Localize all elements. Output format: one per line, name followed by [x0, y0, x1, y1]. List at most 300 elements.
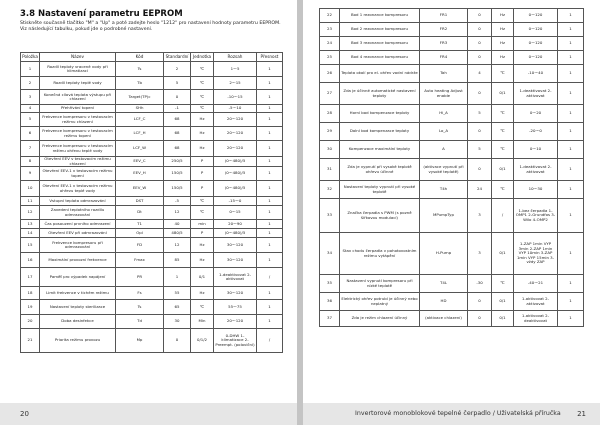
- intro-text: Stiskněte současně tlačítko "M" a "Up" a poté zadejte heslo "1212" pro nastavení hodnoty parametru EEPROM. Viz následující tabulku, pokud jde o podrobné nastavení.: [20, 21, 281, 32]
- table-cell: 21: [21, 329, 40, 353]
- table-cell: 0: [468, 311, 492, 327]
- table-row: [320, 105, 584, 123]
- table-cell: -5～10: [214, 105, 257, 113]
- table-cell: Ts: [116, 300, 164, 315]
- table-cell: 1: [558, 23, 584, 37]
- table-cell: -20～0: [514, 123, 558, 141]
- table-cell: 0/1: [492, 311, 514, 327]
- table-cell: 32: [320, 181, 340, 199]
- table-cell: /: [257, 329, 283, 353]
- table-cell: 1: [257, 167, 283, 181]
- table-cell: FR3: [420, 37, 468, 51]
- table-row: [21, 167, 283, 181]
- table-cell: 1: [558, 105, 584, 123]
- table-cell: HD: [420, 293, 468, 311]
- table-cell: Limit frekvence v tichém režimu: [40, 287, 116, 300]
- table-cell: 12: [164, 238, 191, 253]
- table-cell: 55～75: [214, 300, 257, 315]
- table-cell: 1: [257, 127, 283, 141]
- table-cell: EEV_C: [116, 157, 164, 167]
- table-cell: 27: [320, 83, 340, 105]
- table-cell: P: [191, 229, 214, 238]
- table-cell: min: [191, 220, 214, 229]
- table-row: [21, 197, 283, 206]
- table-row: [21, 77, 283, 90]
- table-cell: A: [420, 141, 468, 159]
- table-cell: Zda je režim chlazení účinný: [340, 311, 420, 327]
- table-row: [21, 315, 283, 329]
- table-cell: 0: [468, 83, 492, 105]
- table-row: [320, 199, 584, 233]
- table-cell: 0: [468, 23, 492, 37]
- table-row: [21, 220, 283, 229]
- table-cell: -40～21: [514, 275, 558, 293]
- table-cell: 2: [21, 77, 40, 90]
- table-cell: ℃: [191, 197, 214, 206]
- table-cell: 1-bez čerpadla 1-OMP1 2-Grundfos 3-Wilo 4-OMP2: [514, 199, 558, 233]
- table-cell: 26: [320, 65, 340, 83]
- table-row: [21, 141, 283, 157]
- table-cell: 15: [21, 238, 40, 253]
- table-cell: -1: [164, 105, 191, 113]
- table-cell: Ts: [116, 62, 164, 77]
- table-cell: ℃: [191, 300, 214, 315]
- table-cell: 1: [257, 197, 283, 206]
- table-cell: Doba desinfekce: [40, 315, 116, 329]
- table-body-right: [320, 9, 584, 327]
- table-row: [320, 9, 584, 23]
- page-number: 20: [20, 410, 29, 418]
- table-cell: 0～120: [514, 9, 558, 23]
- table-cell: 30: [164, 315, 191, 329]
- left-page: [0, 0, 297, 425]
- table-cell: Rozdíl teploty vracené vody při klimatizaci: [40, 62, 116, 77]
- table-cell: MPumpTyp: [420, 199, 468, 233]
- table-cell: T4L: [420, 275, 468, 293]
- table-cell: 30: [320, 141, 340, 159]
- table-cell: 2～15: [214, 77, 257, 90]
- table-cell: Vstupní teplota odmrazování: [40, 197, 116, 206]
- table-cell: (0～480)/5: [214, 181, 257, 197]
- table-cell: Fmax: [116, 253, 164, 268]
- table-cell: 1: [558, 65, 584, 83]
- table-cell: 19: [21, 300, 40, 315]
- table-cell: 35: [320, 275, 340, 293]
- table-cell: Paměť pro výpadek napájení: [40, 268, 116, 287]
- table-cell: 0/1: [191, 268, 214, 287]
- table-cell: 0/1: [492, 293, 514, 311]
- table-cell: ℃: [492, 105, 514, 123]
- header-cell: Kód: [116, 53, 164, 62]
- table-cell: -15～0: [214, 197, 257, 206]
- table-cell: 24: [468, 181, 492, 199]
- table-cell: 0: [164, 329, 191, 353]
- table-cell: ℃: [492, 65, 514, 83]
- table-cell: 18: [21, 287, 40, 300]
- table-cell: 25: [320, 51, 340, 65]
- table-cell: 5: [468, 105, 492, 123]
- table-cell: 1: [257, 300, 283, 315]
- table-cell: T4h: [420, 181, 468, 199]
- table-cell: ℃: [191, 206, 214, 220]
- table-cell: Hz: [492, 51, 514, 65]
- table-cell: 1: [257, 206, 283, 220]
- table-row: [320, 37, 584, 51]
- table-cell: 0: [468, 9, 492, 23]
- table-cell: 31: [320, 159, 340, 181]
- table-cell: ℃: [492, 123, 514, 141]
- table-row: [21, 127, 283, 141]
- table-cell: 1-aktivovat 2-aktivovat: [514, 293, 558, 311]
- table-cell: Hi_A: [420, 105, 468, 123]
- table-row: [21, 105, 283, 113]
- table-cell: Otevření EEV v testovacím režimu chlazení: [40, 157, 116, 167]
- table-cell: 0: [468, 123, 492, 141]
- table-cell: 24: [320, 37, 340, 51]
- table-cell: Hz: [191, 113, 214, 127]
- table-cell: Min: [191, 315, 214, 329]
- table-cell: 16: [21, 253, 40, 268]
- table-cell: 12: [164, 206, 191, 220]
- table-row: [320, 83, 584, 105]
- table-cell: 0-DHW 1-klimatizace 2-Preempt. (poloviční): [214, 329, 257, 353]
- table-cell: -10～15: [214, 90, 257, 105]
- table-cell: -10～40: [514, 65, 558, 83]
- footer-text: Invertorové monoblokové tepelné čerpadlo / Uživatelská příručka: [355, 410, 561, 417]
- table-cell: FR2: [420, 23, 468, 37]
- table-cell: (aktivace vypnutí při vysoké teplotě): [420, 159, 468, 181]
- table-cell: Bod 4 rezonance kompresoru: [340, 51, 420, 65]
- table-cell: EEV_H: [116, 167, 164, 181]
- right-page: [303, 0, 600, 425]
- parameter-table-left: [20, 52, 283, 353]
- page-title: 3.8 Nastavení parametru EEPROM: [20, 9, 183, 19]
- table-row: [21, 157, 283, 167]
- table-cell: Auto heating Adjust enable: [420, 83, 468, 105]
- table-cell: 0/1: [492, 233, 514, 275]
- table-cell: 3: [468, 233, 492, 275]
- table-cell: 0: [164, 90, 191, 105]
- table-cell: 8: [21, 157, 40, 167]
- table-cell: 30～120: [214, 238, 257, 253]
- table-cell: 1: [257, 62, 283, 77]
- table-cell: 0: [468, 159, 492, 181]
- table-cell: 1: [558, 159, 584, 181]
- table-cell: Přehřívání topení: [40, 105, 116, 113]
- header-cell: Přesnost: [257, 53, 283, 62]
- table-cell: 30～120: [214, 287, 257, 300]
- table-row: [21, 238, 283, 253]
- table-cell: Zavedení teplotního rozdílu odmrazování: [40, 206, 116, 220]
- table-cell: 29: [320, 123, 340, 141]
- table-cell: 1: [558, 233, 584, 275]
- table-cell: 0～120: [514, 23, 558, 37]
- table-cell: Tah: [420, 65, 468, 83]
- table-cell: Dolní bod kompenzace teploty: [340, 123, 420, 141]
- table-cell: EEV_W: [116, 181, 164, 197]
- header-cell: Jednotka: [191, 53, 214, 62]
- table-cell: LCF_C: [116, 113, 164, 127]
- table-row: [320, 65, 584, 83]
- table-cell: 1: [257, 90, 283, 105]
- table-row: [320, 51, 584, 65]
- table-cell: 1-aktivovat 2-deaktivovat: [514, 311, 558, 327]
- table-row: [320, 141, 584, 159]
- table-cell: Hz: [191, 238, 214, 253]
- table-cell: 85: [164, 253, 191, 268]
- table-cell: 5: [468, 141, 492, 159]
- table-cell: 20～120: [214, 113, 257, 127]
- table-cell: 0: [468, 51, 492, 65]
- table-cell: 2: [164, 62, 191, 77]
- table-cell: Dt: [116, 206, 164, 220]
- table-row: [320, 311, 584, 327]
- table-cell: 1: [558, 9, 584, 23]
- table-cell: Hz: [492, 9, 514, 23]
- table-header-row: [21, 53, 283, 62]
- table-cell: Značka čerpadla s PWM (s pozně šířkovou modulací): [340, 199, 420, 233]
- table-cell: 1: [257, 77, 283, 90]
- table-cell: 1: [257, 220, 283, 229]
- table-cell: 10: [21, 181, 40, 197]
- table-cell: 22: [320, 9, 340, 23]
- table-cell: Teplota okolí pro el. ohřev vodní nádrže: [340, 65, 420, 83]
- table-cell: /: [257, 268, 283, 287]
- table-cell: 1: [257, 229, 283, 238]
- table-cell: 1: [558, 311, 584, 327]
- table-cell: 1-deaktivovat 2-aktivovat: [514, 159, 558, 181]
- table-cell: 1: [257, 181, 283, 197]
- table-cell: 1～5: [214, 62, 257, 77]
- table-cell: ℃: [492, 141, 514, 159]
- table-cell: (0～480)/5: [214, 229, 257, 238]
- table-row: [320, 159, 584, 181]
- table-cell: 1: [558, 293, 584, 311]
- table-cell: 250/5: [164, 157, 191, 167]
- table-cell: Zda je vypnutí při vysoké teplotě ohřevu účinné: [340, 159, 420, 181]
- table-cell: Kompenzace maximální teploty: [340, 141, 420, 159]
- table-row: [21, 90, 283, 105]
- footer-bar: [0, 403, 297, 425]
- table-cell: (aktivace chlazení): [420, 311, 468, 327]
- table-cell: 10～30: [514, 181, 558, 199]
- table-cell: -30: [468, 275, 492, 293]
- table-cell: Zda je účinné automatické nastavení teploty: [340, 83, 420, 105]
- table-cell: Maximální provozní frekvence: [40, 253, 116, 268]
- table-cell: Fs: [116, 287, 164, 300]
- table-cell: Nastavení teploty vypnutí při vysoké teplotě: [340, 181, 420, 199]
- table-cell: 1: [558, 199, 584, 233]
- table-cell: 34: [320, 233, 340, 275]
- table-cell: 12: [21, 206, 40, 220]
- table-cell: 20～120: [214, 141, 257, 157]
- table-cell: Horní bod kompenzace teploty: [340, 105, 420, 123]
- table-cell: 1: [257, 238, 283, 253]
- table-cell: 30～120: [214, 253, 257, 268]
- table-cell: 1: [257, 157, 283, 167]
- table-cell: ℃: [492, 275, 514, 293]
- table-row: [21, 229, 283, 238]
- table-cell: 1: [257, 105, 283, 113]
- table-cell: 20～120: [214, 315, 257, 329]
- table-cell: ℃: [492, 181, 514, 199]
- table-cell: 0～10: [514, 141, 558, 159]
- table-cell: 0～20: [514, 105, 558, 123]
- table-cell: 20～90: [214, 220, 257, 229]
- table-cell: 1: [558, 37, 584, 51]
- table-cell: (0～480)/5: [214, 157, 257, 167]
- table-row: [320, 233, 584, 275]
- table-cell: T1: [116, 220, 164, 229]
- table-cell: 4: [21, 105, 40, 113]
- parameter-table-right: [319, 8, 584, 327]
- table-cell: Frekvence kompresoru v testovacím režimu ohřevu teplé vody: [40, 141, 116, 157]
- table-cell: 20: [21, 315, 40, 329]
- table-cell: 1: [558, 83, 584, 105]
- table-cell: Konečná cílová teplota výstupu při chlazení: [40, 90, 116, 105]
- header-cell: Standardní: [164, 53, 191, 62]
- table-cell: Otevření EEV při odmrazování: [40, 229, 116, 238]
- table-row: [21, 300, 283, 315]
- header-cell: Rozsah: [214, 53, 257, 62]
- table-cell: 55: [164, 287, 191, 300]
- table-cell: 17: [21, 268, 40, 287]
- table-cell: Hz: [492, 37, 514, 51]
- table-cell: 65: [164, 300, 191, 315]
- table-cell: 3: [21, 90, 40, 105]
- table-cell: 0: [468, 293, 492, 311]
- table-cell: PR: [116, 268, 164, 287]
- table-row: [21, 62, 283, 77]
- table-body-left: [21, 62, 283, 353]
- table-cell: 1: [558, 181, 584, 199]
- table-cell: H-Pump: [420, 233, 468, 275]
- table-cell: 480/5: [164, 229, 191, 238]
- table-cell: Hz: [191, 287, 214, 300]
- table-cell: 1: [558, 141, 584, 159]
- table-cell: Mp: [116, 329, 164, 353]
- table-cell: P: [191, 181, 214, 197]
- table-cell: 28: [320, 105, 340, 123]
- table-cell: Priorita režimu provozu: [40, 329, 116, 353]
- table-cell: Elektrický ohřev potrubí je účinný nebo neplatný: [340, 293, 420, 311]
- table-cell: Td: [116, 315, 164, 329]
- table-cell: 0～120: [514, 51, 558, 65]
- table-cell: ℃: [191, 77, 214, 90]
- table-cell: Hz: [191, 141, 214, 157]
- table-cell: 14: [21, 229, 40, 238]
- table-cell: 23: [320, 23, 340, 37]
- table-row: [21, 253, 283, 268]
- table-cell: Rozdíl teploty teplé vody: [40, 77, 116, 90]
- table-cell: 3: [468, 199, 492, 233]
- table-row: [320, 123, 584, 141]
- table-cell: Hz: [191, 127, 214, 141]
- table-cell: 0/1: [492, 159, 514, 181]
- table-cell: 0: [468, 37, 492, 51]
- header-cell: Položka: [21, 53, 40, 62]
- table-cell: Opl: [116, 229, 164, 238]
- table-cell: 1-ZAP 1min VYP 3min 2-ZAP 1min VYP 10min 3-ZAP 1min VYP 15min 3- vždy ZAP: [514, 233, 558, 275]
- table-cell: 1: [257, 141, 283, 157]
- table-cell: 150/5: [164, 181, 191, 197]
- table-cell: 5: [164, 77, 191, 90]
- table-cell: 150/5: [164, 167, 191, 181]
- table-cell: 36: [320, 293, 340, 311]
- table-cell: ℃: [191, 90, 214, 105]
- table-cell: 68: [164, 113, 191, 127]
- table-cell: ℃: [191, 105, 214, 113]
- table-cell: 1: [558, 275, 584, 293]
- table-row: [21, 287, 283, 300]
- table-cell: Stav chodu čerpadla v pohotovostním režimu vytápění: [340, 233, 420, 275]
- table-cell: 1: [257, 315, 283, 329]
- table-row: [21, 181, 283, 197]
- table-cell: Nastavení vypnutí kompresoru při nízké teplotě: [340, 275, 420, 293]
- table-cell: 33: [320, 199, 340, 233]
- table-cell: Frekvence kompresoru v testovacím režimu topení: [40, 127, 116, 141]
- table-cell: /: [492, 199, 514, 233]
- table-cell: 37: [320, 311, 340, 327]
- table-cell: Lo_A: [420, 123, 468, 141]
- table-cell: Frekvence kompresoru v testovacím režimu chlazení: [40, 113, 116, 127]
- table-cell: 11: [21, 197, 40, 206]
- table-cell: 20～120: [214, 127, 257, 141]
- table-cell: 1: [257, 253, 283, 268]
- table-cell: Nastavení teploty sterilizace: [40, 300, 116, 315]
- table-cell: Hz: [492, 23, 514, 37]
- table-row: [21, 113, 283, 127]
- table-cell: P: [191, 167, 214, 181]
- table-cell: 68: [164, 141, 191, 157]
- header-cell: Název: [40, 53, 116, 62]
- table-cell: 1: [21, 62, 40, 77]
- table-cell: P: [191, 157, 214, 167]
- table-row: [320, 275, 584, 293]
- table-cell: FD: [116, 238, 164, 253]
- table-cell: 9: [21, 167, 40, 181]
- table-cell: Otevření EEV-1 v testovacím režimu ohřevu teplé vody: [40, 181, 116, 197]
- table-cell: 7: [21, 141, 40, 157]
- table-cell: 0～15: [214, 206, 257, 220]
- table-cell: SHh: [116, 105, 164, 113]
- table-row: [320, 293, 584, 311]
- table-cell: (0～480)/5: [214, 167, 257, 181]
- table-cell: ℃: [191, 62, 214, 77]
- table-cell: 13: [21, 220, 40, 229]
- table-cell: 68: [164, 127, 191, 141]
- table-cell: 0～120: [514, 37, 558, 51]
- table-cell: 1: [257, 287, 283, 300]
- table-cell: LCF_W: [116, 141, 164, 157]
- table-cell: Otevření EEV-1 v testovacím režimu topení: [40, 167, 116, 181]
- table-cell: FR1: [420, 9, 468, 23]
- table-cell: -5: [164, 197, 191, 206]
- table-cell: DST: [116, 197, 164, 206]
- table-cell: 5: [21, 113, 40, 127]
- table-cell: Tb: [116, 77, 164, 90]
- table-cell: Bod 2 rezonance kompresoru: [340, 23, 420, 37]
- table-cell: 1: [558, 123, 584, 141]
- table-cell: 1-deaktivovat 2-aktivovat: [514, 83, 558, 105]
- table-row: [21, 329, 283, 353]
- table-cell: 40: [164, 220, 191, 229]
- table-cell: Bod 3 rezonance kompresoru: [340, 37, 420, 51]
- table-cell: 1: [257, 113, 283, 127]
- table-cell: 6: [21, 127, 40, 141]
- table-cell: 0/1/2: [191, 329, 214, 353]
- table-row: [21, 268, 283, 287]
